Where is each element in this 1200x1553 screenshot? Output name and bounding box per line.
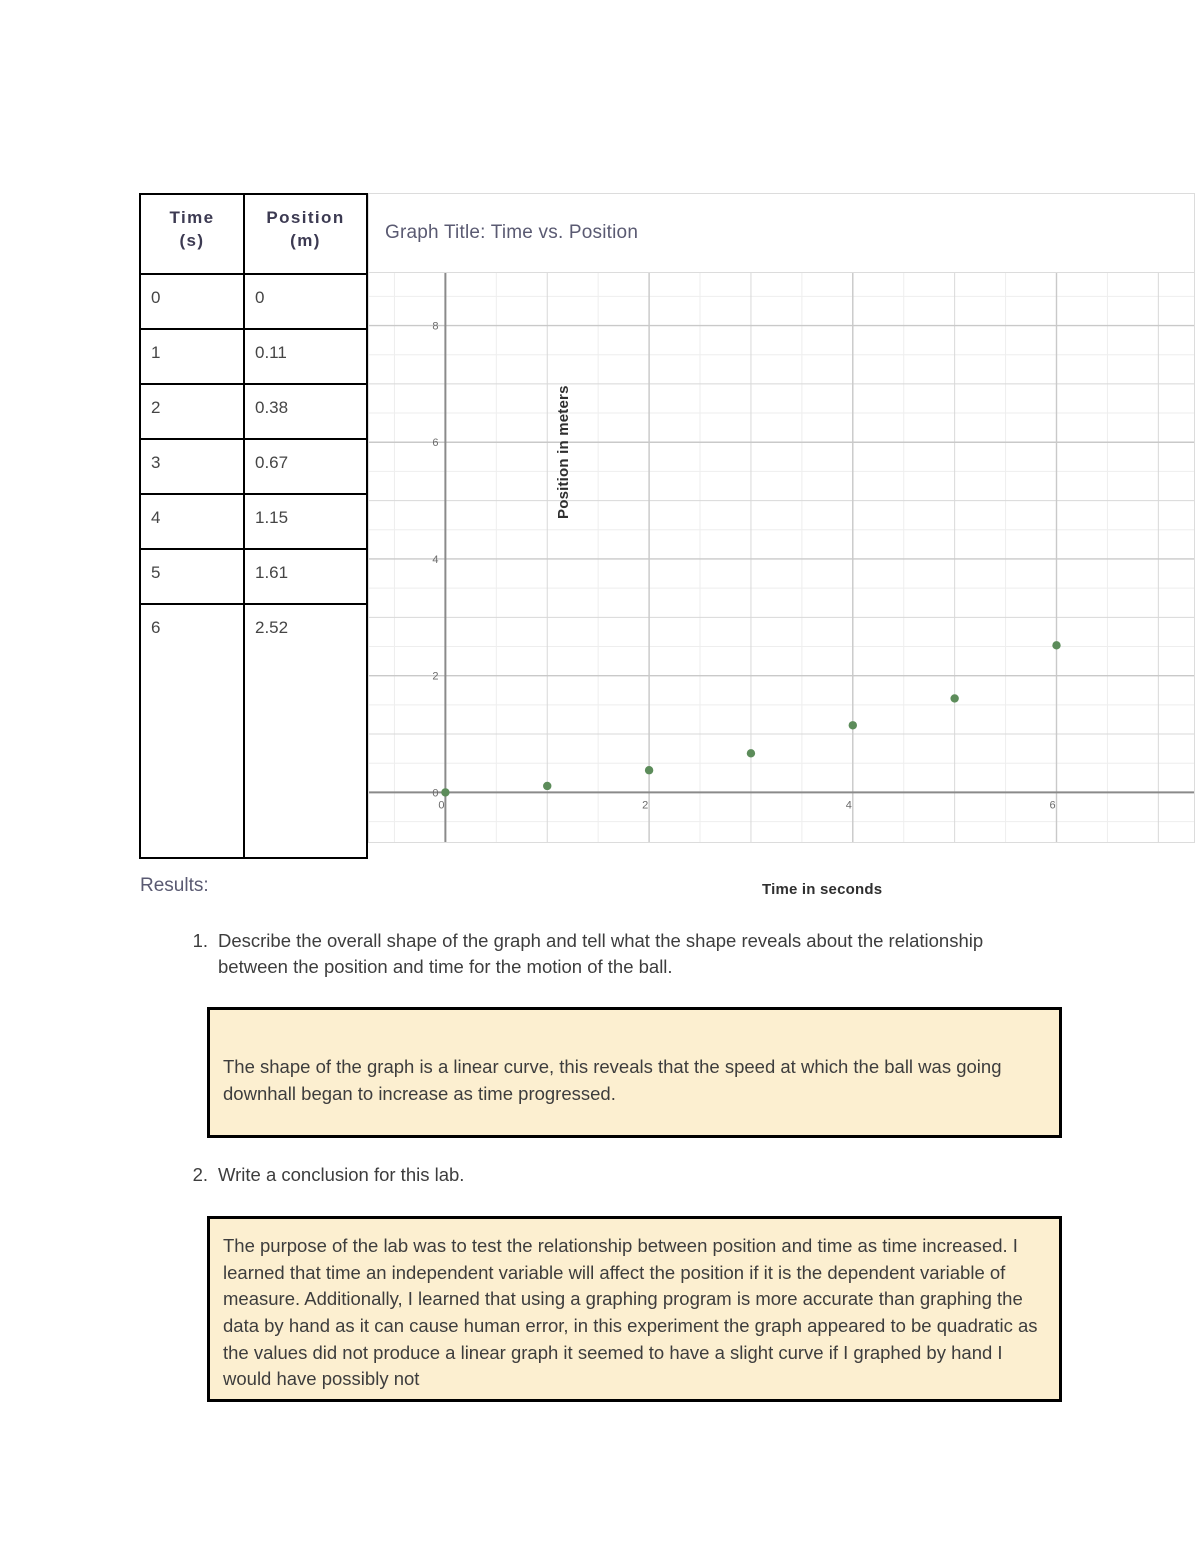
column-header-time xyxy=(140,194,244,274)
svg-text:4: 4 xyxy=(845,799,852,812)
cell-position: 1.61 xyxy=(244,549,367,604)
x-axis-label: Time in seconds xyxy=(762,881,883,898)
y-axis-label: Position in meters xyxy=(555,385,572,519)
question-2 xyxy=(174,1162,994,1188)
svg-text:4: 4 xyxy=(432,553,439,566)
cell-position: 2.52 xyxy=(244,604,367,858)
table-row xyxy=(140,384,367,439)
cell-position: 0.67 xyxy=(244,439,367,494)
svg-text:8: 8 xyxy=(432,320,439,333)
cell-position: 0.38 xyxy=(244,384,367,439)
cell-time: 1 xyxy=(140,329,244,384)
cell-position: 0.11 xyxy=(244,329,367,384)
table-row xyxy=(140,494,367,549)
table-row xyxy=(140,329,367,384)
tick-gridlines xyxy=(369,273,1194,842)
chart-body xyxy=(369,273,1194,898)
axes xyxy=(369,273,1194,842)
cell-position: 0 xyxy=(244,274,367,329)
table-row xyxy=(140,604,367,858)
minor-gridlines xyxy=(369,273,1194,842)
cell-time: 4 xyxy=(140,494,244,549)
scatter-plot xyxy=(369,273,1194,842)
table-row xyxy=(140,549,367,604)
question-2-number: 2. xyxy=(192,1164,208,1185)
cell-time: 3 xyxy=(140,439,244,494)
svg-text:2: 2 xyxy=(432,670,439,683)
data-point xyxy=(950,694,958,702)
cell-position: 1.15 xyxy=(244,494,367,549)
data-point xyxy=(441,788,449,796)
svg-text:6: 6 xyxy=(432,437,439,450)
data-point xyxy=(1052,641,1060,649)
svg-text:0: 0 xyxy=(432,787,439,800)
svg-text:0: 0 xyxy=(438,799,445,812)
results-heading: Results: xyxy=(140,875,209,896)
data-point xyxy=(747,749,755,757)
data-point xyxy=(645,766,653,774)
column-header-time-line2: (s) xyxy=(179,230,205,250)
chart-panel xyxy=(368,193,1195,898)
column-header-position-line2: (m) xyxy=(290,230,321,250)
question-1 xyxy=(174,928,994,981)
table-row xyxy=(140,274,367,329)
svg-text:2: 2 xyxy=(642,799,649,812)
question-2-text: Write a conclusion for this lab. xyxy=(218,1164,465,1185)
cell-time: 0 xyxy=(140,274,244,329)
answer-box-2[interactable]: The purpose of the lab was to test the relationship between position and time as time increased. I learned that time an independent variable will affect the position if it is the dependent variable of measure. Additionally, I learned that using a graphing program is more accurate than graphing the data by hand as it can cause human error, in this experiment the graph appeared to be quadratic as the values did not produce a linear graph it seemed to have a slight curve if I graphed by hand I would have possibly not xyxy=(207,1216,1062,1402)
cell-time: 5 xyxy=(140,549,244,604)
column-header-time-line1: Time xyxy=(169,208,215,227)
table-header-row xyxy=(140,194,367,274)
question-1-number: 1. xyxy=(192,930,208,951)
tick-labels xyxy=(432,321,1055,812)
column-header-position-line1: Position xyxy=(266,208,345,227)
svg-text:6: 6 xyxy=(1049,799,1056,812)
cell-time: 2 xyxy=(140,384,244,439)
chart-title: Graph Title: Time vs. Position xyxy=(385,222,639,243)
column-header-position xyxy=(244,194,367,274)
data-point xyxy=(849,721,857,729)
position-time-table xyxy=(139,193,368,859)
major-gridlines xyxy=(369,273,1194,842)
table-row xyxy=(140,439,367,494)
question-1-text: Describe the overall shape of the graph and tell what the shape reveals about the relationship between the position and time for the motion of the ball. xyxy=(218,930,984,978)
chart-title-bar xyxy=(369,194,1194,273)
data-point xyxy=(543,782,551,790)
cell-time: 6 xyxy=(140,604,244,858)
answer-box-1[interactable]: The shape of the graph is a linear curve, this reveals that the speed at which the ball was going downhall began to increase as time progressed. xyxy=(207,1007,1062,1138)
